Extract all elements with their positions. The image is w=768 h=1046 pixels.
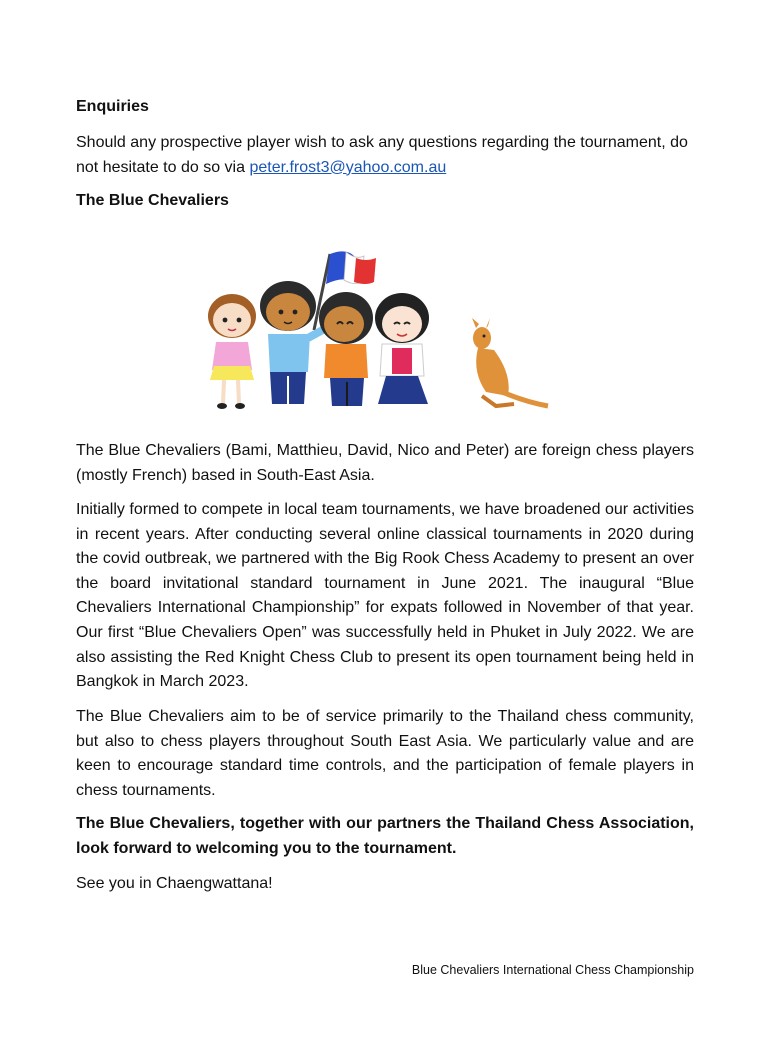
about-heading: The Blue Chevaliers (76, 192, 229, 209)
girl-red-character-icon (375, 293, 429, 404)
chevaliers-illustration (196, 246, 556, 414)
enquiries-text: Should any prospective player wish to ask any questions regarding the tournament, do not hesitate to do so via (76, 134, 688, 176)
about-paragraph-3: The Blue Chevaliers aim to be of service primarily to the Thailand chess community, but also to chess players throughout South East Asia. We particularly value and are keen to encourage standard time controls, and the participation of female players in chess tournaments. (76, 708, 694, 799)
email-link[interactable]: peter.frost3@yahoo.com.au (249, 158, 447, 176)
girl-character-icon (208, 294, 256, 409)
about-paragraph-2: Initially formed to compete in local team tournaments, we have broadened our activities in recent years. After conducting several online classical tournaments in 2020 during the covid outbreak, we partnered with the Big Rook Chess Academy to present an over the board invitational standard tournament in June 2021. The inaugural “Blue Chevaliers International Championship” for expats followed in November of that year. Our first “Blue Chevaliers Open” was successfully held in Phuket in July 2022. We are also assisting the Red Knight Chess Club to present its open tournament being held in Bangkok in March 2023. (76, 501, 694, 691)
about-paragraph-1: The Blue Chevaliers (Bami, Matthieu, David, Nico and Peter) are foreign chess players (mostly French) based in South-East Asia. (76, 442, 694, 484)
enquiries-heading: Enquiries (76, 98, 149, 115)
sign-off: See you in Chaengwattana! (76, 875, 273, 892)
kangaroo-icon (472, 318, 548, 406)
page-footer: Blue Chevaliers International Chess Championship (411, 963, 694, 977)
enquiries-paragraph (76, 131, 694, 180)
closing-statement: The Blue Chevaliers, together with our partners the Thailand Chess Association, look forward to welcoming you to the tournament. (76, 815, 694, 857)
girl-orange-character-icon (319, 292, 373, 406)
